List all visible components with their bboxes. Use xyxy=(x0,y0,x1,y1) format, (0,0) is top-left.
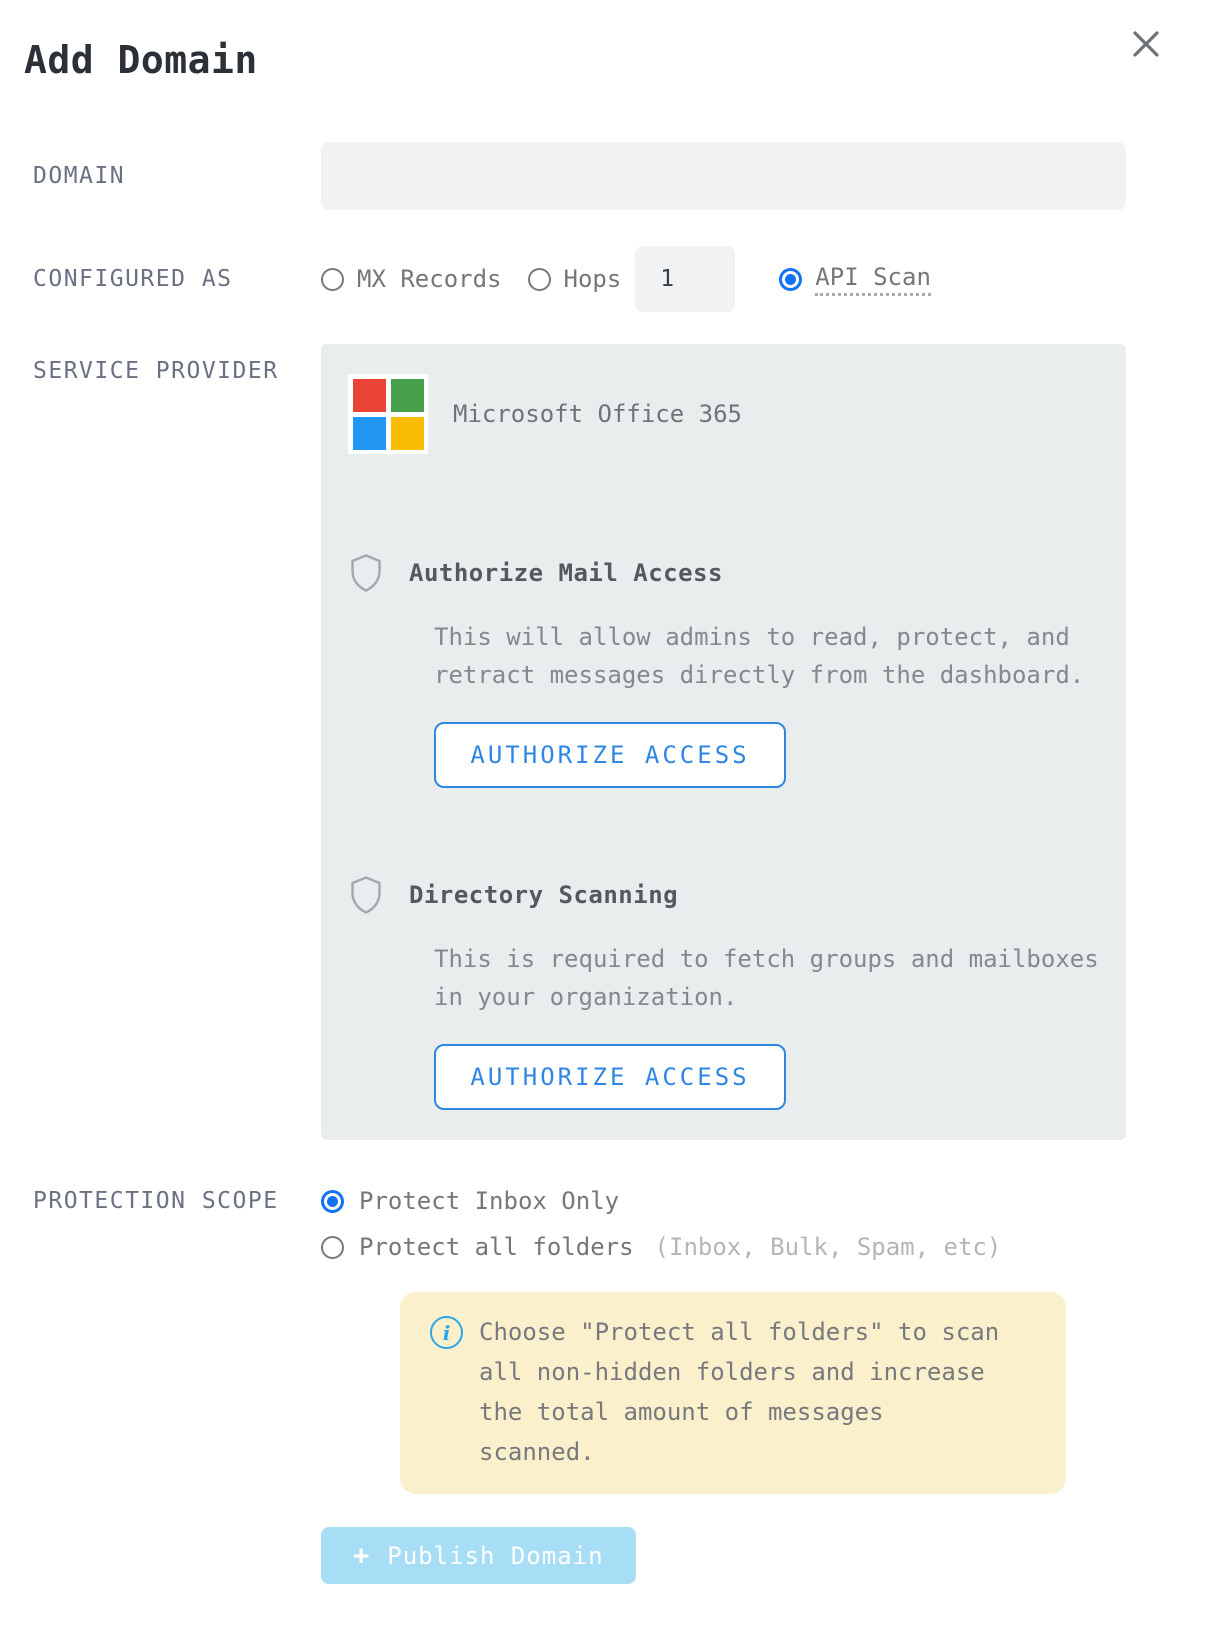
radio-circle-icon xyxy=(321,268,344,291)
domain-label: DOMAIN xyxy=(33,163,126,189)
service-provider-row xyxy=(33,344,1214,1140)
domain-row xyxy=(33,142,1214,210)
hops-count-input[interactable]: 1 xyxy=(635,246,735,312)
domain-input[interactable] xyxy=(321,142,1126,210)
radio-protect-all-folders[interactable]: Protect all folders (Inbox, Bulk, Spam, etc) xyxy=(321,1230,1001,1264)
configured-as-options xyxy=(321,246,931,312)
radio-circle-icon xyxy=(321,1236,344,1259)
section-description: This will allow admins to read, protect, and retract messages directly from the dashboard. xyxy=(434,623,1085,689)
section-title: Authorize Mail Access xyxy=(409,559,723,587)
radio-mx-records[interactable]: MX Records xyxy=(321,265,502,293)
service-provider-label: SERVICE PROVIDER xyxy=(33,358,279,384)
shield-icon xyxy=(349,875,383,915)
configured-as-row xyxy=(33,246,1214,312)
protection-scope-label: PROTECTION SCOPE xyxy=(33,1188,279,1214)
info-box-text: Choose "Protect all folders" to scan all non-hidden folders and increase the total amount of messages scanned. xyxy=(479,1318,1000,1466)
publish-domain-label: Publish Domain xyxy=(387,1541,604,1570)
section-title: Directory Scanning xyxy=(409,881,679,909)
ms-logo-square-green xyxy=(391,379,424,412)
info-icon: i xyxy=(430,1316,463,1349)
page-title: Add Domain xyxy=(24,38,258,82)
directory-scanning-section xyxy=(348,876,1098,1110)
radio-selected-icon xyxy=(321,1190,344,1213)
protection-scope-options xyxy=(321,1184,1001,1264)
mail-access-section xyxy=(348,554,1098,788)
service-provider-panel xyxy=(321,344,1126,1140)
radio-protect-inbox-only[interactable]: Protect Inbox Only xyxy=(321,1184,1001,1218)
authorize-directory-scanning-button[interactable]: AUTHORIZE ACCESS xyxy=(434,1044,786,1110)
authorize-mail-access-button[interactable]: AUTHORIZE ACCESS xyxy=(434,722,786,788)
section-description: This is required to fetch groups and mailboxes in your organization. xyxy=(434,945,1099,1011)
plus-icon: + xyxy=(353,1540,371,1571)
ms-logo-square-blue xyxy=(353,417,386,450)
provider-name: Microsoft Office 365 xyxy=(453,400,742,428)
microsoft-logo-icon xyxy=(348,374,428,454)
shield-icon xyxy=(349,553,383,593)
publish-domain-button[interactable] xyxy=(321,1527,636,1584)
radio-api-scan[interactable]: API Scan xyxy=(779,263,931,296)
add-domain-form xyxy=(33,142,1214,1584)
close-icon xyxy=(1129,27,1163,61)
protection-scope-row xyxy=(33,1184,1214,1264)
provider-header xyxy=(348,374,1098,454)
radio-selected-icon xyxy=(779,268,802,291)
protect-all-folders-note: (Inbox, Bulk, Spam, etc) xyxy=(654,1233,1002,1261)
configured-as-label: CONFIGURED AS xyxy=(33,266,233,292)
ms-logo-square-yellow xyxy=(391,417,424,450)
radio-hops[interactable]: Hops xyxy=(528,265,622,293)
radio-circle-icon xyxy=(528,268,551,291)
ms-logo-square-red xyxy=(353,379,386,412)
close-button[interactable] xyxy=(1126,24,1166,64)
info-box xyxy=(400,1292,1066,1494)
